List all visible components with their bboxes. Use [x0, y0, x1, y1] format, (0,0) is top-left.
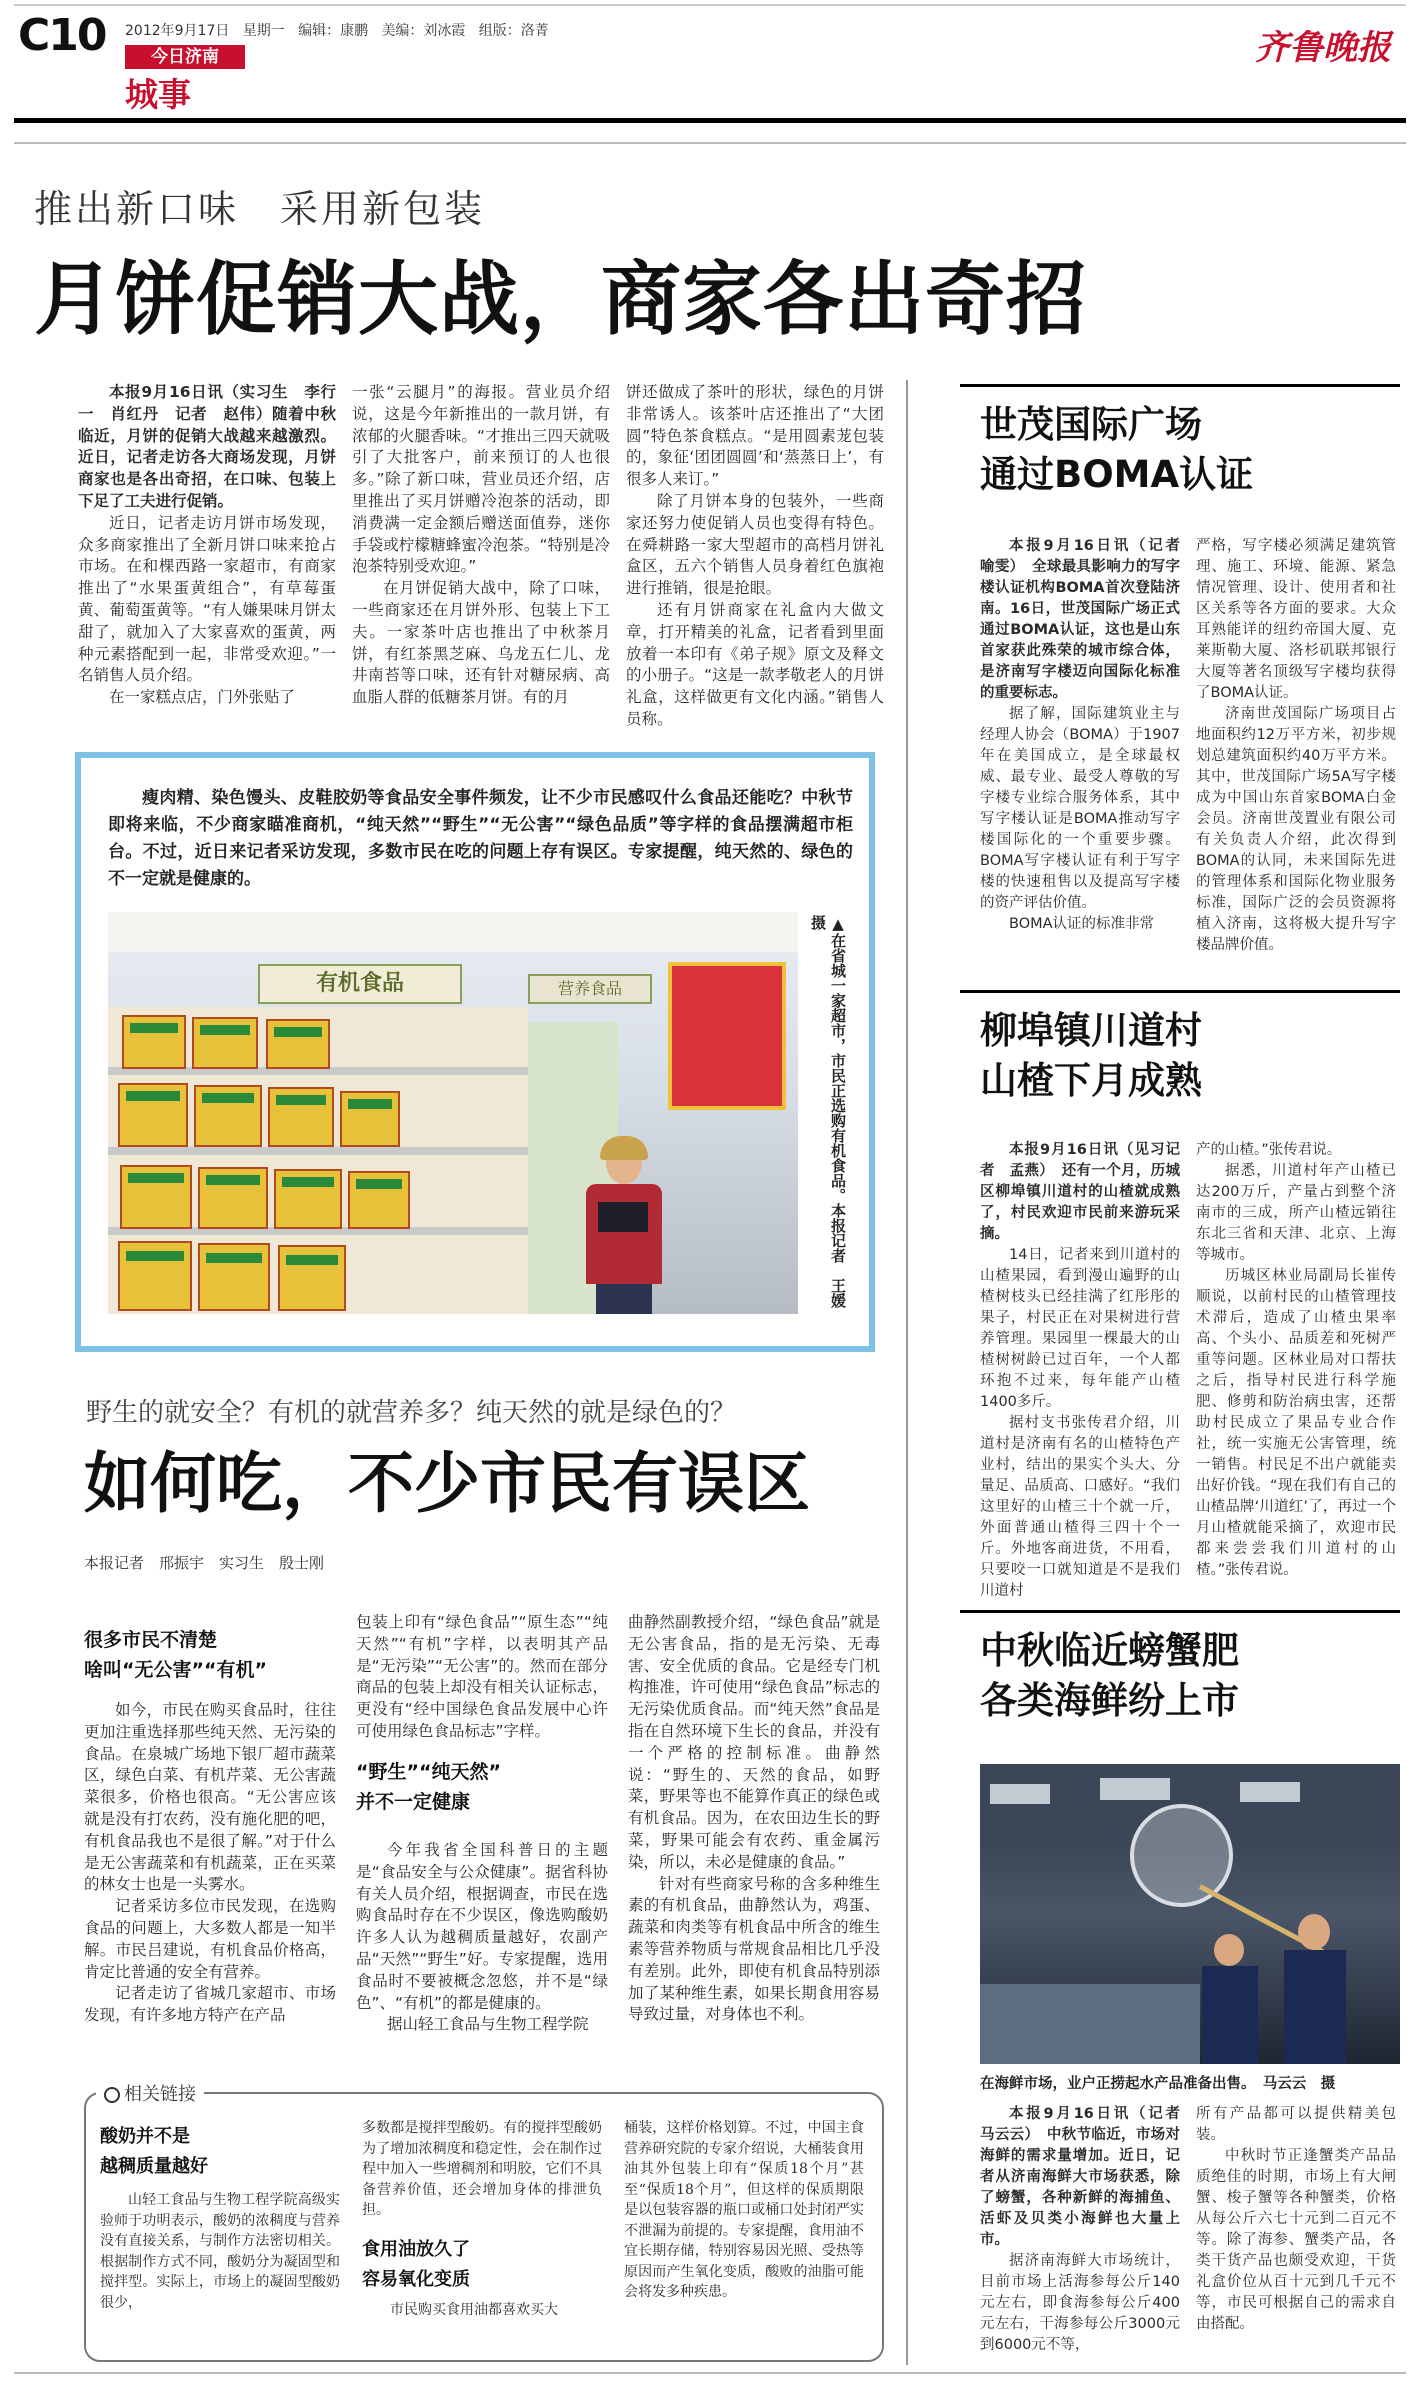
right1-headline [980, 400, 1253, 500]
headline-line: 柳埠镇川道村 [980, 1009, 1202, 1052]
supermarket-photo [108, 912, 798, 1314]
display-stand [668, 962, 786, 1110]
feature-paragraph: 如今，市民在购买食品时，往往更加注重选择那些纯天然、无污染的食品。在泉城广场地下银厂超市蔬菜区，绿色白菜、有机芹菜、无公害蔬菜很多，价格也很高。“无公害应该就是没有打农药，没有施化肥的吧，有机食品我也不是很了解。”对于什么是无公害蔬菜和有机蔬菜，正在买菜的林女士也是一头雾水。 [84, 1701, 336, 1894]
feature-paragraph: 今年我省全国科普日的主题是“食品安全与公众健康”。据省科协有关人员介绍，根据调查，市民在选购食品时存在不少误区，像选购酸奶许多人认为越稠质量越好，农副产品“天然”“野生”好。专家提醒，选用食品时不要被概念忽悠，并不是“绿色”、“有机”的都是健康的。 [356, 1841, 608, 2012]
lead-column-3 [626, 382, 884, 731]
store-ceiling [108, 912, 798, 952]
links-heading-line: 越稠质量越好 [100, 2156, 208, 2177]
right2-paragraph: 产的山楂。”张传君说。 [1196, 1142, 1342, 1158]
right1-paragraph: 济南世茂国际广场项目占地面积约12万平方米，初步规划总建筑面积约40万平方米。其中，世茂国际广场5A写字楼成为中国山东首家BOMA白金会员。济南世茂置业有限公司有关负责人介绍，此次得到BOMA的认同，未来国际先进的管理体系和国际化物业服务标准，国际广泛的会员资源将植入济南，这将极大提升写字楼品牌价值。 [1196, 706, 1396, 953]
right1-column-1 [980, 536, 1195, 935]
lead-paragraph: 近日，记者走访月饼市场发现，众多商家推出了全新月饼口味来抢占市场。在和棵西路一家超市，有商家推出了“水果蛋黄组合”，有草莓蛋黄、葡萄蛋黄等。“有人嫌果味月饼太甜了，就加入了大家喜欢的蛋黄，两种元素搭配到一起，非常受欢迎。”一名销售人员介绍。 [78, 513, 336, 685]
designer-credit: 美编：刘冰霞 [381, 23, 466, 39]
right2-column-2 [1196, 1140, 1396, 1581]
feature-subhead-2 [356, 1757, 608, 1817]
right-rail-divider [906, 380, 908, 2365]
links-column-2b [362, 2300, 602, 2321]
headline-line: 各类海鲜纷上市 [980, 1679, 1239, 1722]
links-heading-line: 容易氧化变质 [362, 2269, 470, 2290]
right1-paragraph: 严格，写字楼必须满足建筑管理、施工、环境、能源、紧急情况管理、设计、使用者和社区关系等各方面的要求。大众耳熟能详的纽约帝国大厦、克莱斯勒大厦、洛杉矶联邦银行大厦等著名顶级写字楼均获得了BOMA认证。 [1196, 538, 1396, 701]
right1-paragraph: 据了解，国际建筑业主与经理人协会（BOMA）于1907年在美国成立，是全球最权威、最专业、最受人尊敬的写字楼专业综合服务体系，其中写字楼认证是BOMA推动写字楼国际化的一个重要步骤。BOMA写字楼认证有利于写字楼的快速租售以及提高写字楼的资产评估价值。 [980, 706, 1180, 911]
vendor [1280, 1914, 1350, 2064]
headline-line: 世茂国际广场 [980, 403, 1202, 446]
links-column-3 [624, 2118, 864, 2303]
right3-paragraph: 据济南海鲜大市场统计，目前市场上活海参每公斤140元左右，即食海参每公斤400元左右，干海参每公斤3000元到6000元不等， [980, 2253, 1180, 2353]
links-label [96, 2080, 204, 2106]
links-paragraph: 山轻工食品与生物工程学院高级实验师于功明表示，酸奶的浓稠度与营养没有直接关系，与制作方法密切相关。根据制作方式不同，酸奶分为凝固型和搅拌型。实际上，市场上的凝固型酸奶很少， [100, 2192, 340, 2311]
lead-paragraph: 在一家糕点店，门外张贴了 [109, 688, 296, 707]
right2-paragraph: 历城区林业局副局长崔传顺说，以前村民的山楂管理技术滞后，造成了山楂虫果率高、个头小、品质差和死树严重等问题。区林业局对口帮扶之后，指导村民进行科学施肥、修剪和防治病虫害，还帮助村民成立了果品专业合作社，统一实施无公害管理，统一销售。村民足不出户就能卖出好价钱。“现在我们有自己的山楂品牌‘川道红’了，再过一个月山楂就能采摘了，欢迎市民都来尝尝我们川道村的山楂。”张传君说。 [1196, 1268, 1396, 1578]
photo-store-sign: 有机食品 [258, 964, 462, 1004]
lead-headline: 月饼促销大战，商家各出奇招 [34, 253, 1087, 346]
masthead-rule [14, 118, 1406, 123]
feature-headline: 如何吃，不少市民有误区 [84, 1445, 810, 1522]
bottom-rule [14, 2372, 1406, 2374]
right3-paragraph: 本报9月16日讯（记者 马云云） 中秋节临近，市场对海鲜的需求量增加。近日，记者从济南海鲜大市场获悉，除了螃蟹，各种新鲜的海捕鱼、活虾及贝类小海鲜也大量上市。 [980, 2106, 1195, 2248]
feature-column-2b [356, 1840, 608, 2036]
links-label-text: 相关链接 [124, 2084, 196, 2105]
lead-column-1 [78, 382, 336, 709]
feature-paragraph: 包装上印有“绿色食品”“原生态”“纯天然”“有机”字样，以表明其产品是“无污染”“无公害”的。然而在部分商品的包装上却没有相关认证标志，更没有“经中国绿色食品发展中心许可使用绿色食品标志”字样。 [356, 1613, 608, 1740]
lead-paragraph: 一张“云腿月”的海报。营业员介绍说，这是今年新推出的一款月饼，有浓郁的火腿香味。“才推出三四天就吸引了大批客户，前来预订的人也很多。”除了新口味，营业员还介绍，店里推出了买月饼赠冷泡茶的活动，即消费满一定金额后赠送面值券，迷你手袋或柠檬糖蜂蜜冷泡茶。“特别是冷泡茶特别受欢迎。” [352, 383, 610, 576]
feature-intro: 瘦肉精、染色馒头、皮鞋胶奶等食品安全事件频发，让不少市民感叹什么食品还能吃？中秋节即将来临，不少商家瞄准商机，“纯天然”“野生”“无公害”“绿色品质”等字样的食品摆满超市柜台。不过，近日来记者采访发现，多数市民在吃的问题上存有误区。专家提醒，纯天然的、绿色的不一定就是健康的。 [108, 788, 853, 889]
issue-weekday: 星期一 [242, 23, 285, 39]
headline-line: 山楂下月成熟 [980, 1059, 1202, 1102]
right2-paragraph: 本报9月16日讯（见习记者 孟燕） 还有一个月，历城区柳埠镇川道村的山楂就成熟了，村民欢迎市民前来游玩采摘。 [980, 1142, 1180, 1242]
links-paragraph: 桶装，这样价格划算。不过，中国主食营养研究院的专家介绍说，大桶装食用油其外包装上印有“保质18个月”甚至“保质18个月”，但这样的保质期限是以包装容器的瓶口或桶口处封闭严实不泄漏为前提的。专家提醒，食用油不宜长期存储，特别容易因光照、受热等原因而产生氧化变质，酸败的油脂可能会将发多种疾患。 [624, 2120, 864, 2300]
right3-paragraph: 所有产品都可以提供精美包装。 [1196, 2106, 1396, 2143]
right1-top-rule [960, 384, 1400, 387]
masthead-info [125, 20, 549, 40]
headline-line: 中秋临近螃蟹肥 [980, 1629, 1239, 1672]
right2-paragraph: 据村支书张传君介绍，川道村是济南有名的山楂特色产业村，结出的果实个头大、分量足、品质高、口感好。“我们这里好的山楂三十个就一斤，外面普通山楂得三四十个一斤。外地客商进货，不用看，只要咬一口就知道是不是我们川道村 [980, 1415, 1180, 1599]
top-decor-line [14, 4, 1406, 6]
links-heading-1 [100, 2122, 350, 2182]
right2-paragraph: 14日，记者来到川道村的山楂果园，看到漫山遍野的山楂树枝头已经挂满了红彤彤的果子，村民正在对果树进行营养管理。果园里一棵最大的山楂树树龄已过百年，一个人都环抱不过来，每年能产山楂1400多斤。 [980, 1247, 1180, 1410]
photo-caption-vertical: ▲在省城一家超市，市民正选购有机食品。本报记者 王媛 摄 [809, 915, 847, 1323]
feature-column-2a [356, 1612, 608, 1743]
feature-paragraph: 记者采访多位市民发现，在选购食品的问题上，大多数人都是一知半解。市民吕建说，有机食品价格高，肯定比普通的安全有营养。 [84, 1897, 336, 1981]
vendor [1200, 1934, 1260, 2064]
right2-column-1 [980, 1140, 1180, 1602]
lead-paragraph: 还有月饼商家在礼盒内大做文章，打开精美的礼盒，记者看到里面放着一本印有《弟子规》原文及释文的小册子。“这是一款孝敬老人的月饼礼盒，这样做更有文化内涵。”销售人员称。 [626, 600, 884, 728]
editor-credit: 编辑：康鹏 [298, 23, 369, 39]
lead-paragraph: 本报9月16日讯（实习生 李行一 肖红丹 记者 赵伟）随着中秋临近，月饼的促销大战越来越激烈。近日，记者走访各大商场发现，月饼商家也是各出奇招，在口味、包装上下足了工夫进行促销。 [78, 383, 336, 510]
right1-paragraph: BOMA认证的标准非常 [1009, 916, 1155, 932]
shopper [578, 1142, 668, 1314]
right3-top-rule [960, 1610, 1400, 1613]
right3-headline [980, 1626, 1239, 1726]
links-bullet-icon [104, 2087, 120, 2103]
right3-paragraph: 中秋时节正逢蟹类产品品质绝佳的时期，市场上有大闸蟹、梭子蟹等各种蟹类，价格从每公斤六七十元到二百元不等。除了海参、蟹类产品，各类干货产品也颇受欢迎，干货礼盒价位从百十元到几千元不等，市民可根据自己的需求自由搭配。 [1196, 2148, 1396, 2332]
feature-column-3 [628, 1612, 880, 2026]
right2-paragraph: 据悉，川道村年产山楂已达200万斤，产量占到整个济南市的三成，所产山楂远销往东北三省和天津、北京、上海等城市。 [1196, 1163, 1396, 1263]
lead-paragraph: 除了月饼本身的包装外，一些商家还努力使促销人员也变得有特色。在舜耕路一家大型超市的高档月饼礼盒区，五六个销售人员身着红色旗袍进行推销，很是抢眼。 [626, 491, 884, 598]
subhead-line: “野生”“纯天然” [356, 1761, 501, 1783]
seafood-market-photo [980, 1764, 1400, 2064]
headline-line: 通过BOMA认证 [980, 453, 1254, 496]
links-heading-line: 食用油放久了 [362, 2239, 470, 2260]
section-name: 城事 [125, 75, 191, 114]
paper-name: 齐鲁晚报 [1255, 28, 1391, 68]
right1-column-2 [1196, 536, 1396, 956]
subhead-line: 啥叫“无公害”“有机” [84, 1659, 267, 1681]
seafood-photo-caption: 在海鲜市场，业户正捞起水产品准备出售。 马云云 摄 [980, 2076, 1336, 2092]
shelf-unit [108, 1007, 528, 1314]
lead-paragraph: 在月饼促销大战中，除了口味，一些商家还在月饼外形、包装上下工夫。一家茶叶店也推出了中秋茶月饼，有红茶黑芝麻、乌龙五仁儿、龙井南苔等口味，还有针对糖尿病、高血脂人群的低糖茶月饼。有的月 [352, 579, 610, 707]
page-number: C10 [18, 10, 106, 61]
layout-credit: 组版：洛菁 [478, 23, 549, 39]
links-heading-2 [362, 2235, 602, 2295]
feature-subhead-1 [84, 1625, 344, 1685]
feature-column-1 [84, 1700, 336, 2027]
lead-kicker: 推出新口味 采用新包装 [34, 187, 486, 231]
links-column-1 [100, 2190, 340, 2313]
feature-paragraph: 记者走访了省城几家超市、市场发现，有许多地方特产在产品 [84, 1984, 336, 2025]
photo-store-sign: 营养食品 [528, 974, 652, 1004]
subhead-line: 并不一定健康 [356, 1791, 471, 1813]
right-rail-frame-top [14, 142, 1406, 144]
lead-paragraph: 饼还做成了茶叶的形状，绿色的月饼非常诱人。该茶叶店还推出了“大团圆”特色茶食糕点。“是用圆素茏包装的，象征‘团团圆圆’和‘蒸蒸日上’，有很多人来订。” [626, 383, 884, 489]
section-tag: 今日济南 [125, 45, 245, 69]
fishing-net [1130, 1804, 1233, 1907]
links-heading-line: 酸奶并不是 [100, 2126, 190, 2147]
right1-paragraph: 本报9月16日讯（记者 喻雯） 全球最具影响力的写字楼认证机构BOMA首次登陆济南。16日，世茂国际广场正式通过BOMA认证，这也是山东首家获此殊荣的城市综合体，是济南写字楼迈向国际化标准的重要标志。 [980, 538, 1195, 701]
feature-paragraph: 曲静然副教授介绍，“绿色食品”就是无公害食品，指的是无污染、无毒害、安全优质的食品。它是经专门机构推准，许可使用“绿色食品”标志的无污染优质食品。而“纯天然”食品是指在自然环境下生长的食品，并没有一个严格的控制标准。曲静然说：“野生的、天然的食品，如野菜，野果等也不能算作真正的绿色或有机食品。因为，在农田边生长的野菜，野果可能会有农药、重金属污染，所以，未必是健康的食品。” [628, 1613, 880, 1871]
subhead-line: 很多市民不清楚 [84, 1629, 218, 1651]
issue-date: 2012年9月17日 [125, 23, 230, 39]
seafood-tanks [980, 1984, 1200, 2064]
links-paragraph: 多数都是搅拌型酸奶。有的搅拌型酸奶为了增加浓稠度和稳定性，会在制作过程中加入一些增稠剂和明胶，它们不具备营养价值，还会增加身体的排泄负担。 [362, 2120, 602, 2218]
links-column-2 [362, 2118, 602, 2221]
feature-paragraph: 针对有些商家号称的含多种维生素的有机食品，曲静然认为，鸡蛋、蔬菜和肉类等有机食品中所含的维生素等营养物质与常规食品相比几乎没有差别。此外，即使有机食品特别添加了某种维生素，如果长期食用容易导致过量，对身体也不利。 [628, 1874, 880, 2024]
links-paragraph: 市民购买食用油都喜欢买大 [390, 2302, 558, 2318]
right2-top-rule [960, 990, 1400, 993]
feature-byline: 本报记者 邢振宇 实习生 殷士刚 [84, 1554, 325, 1572]
right2-headline [980, 1006, 1202, 1106]
right3-column-2 [1196, 2104, 1396, 2335]
feature-kicker: 野生的就安全？有机的就营养多？纯天然的就是绿色的？ [86, 1398, 737, 1428]
feature-paragraph: 据山轻工食品与生物工程学院 [387, 2015, 589, 2034]
lead-column-2 [352, 382, 610, 709]
right3-column-1 [980, 2104, 1195, 2356]
